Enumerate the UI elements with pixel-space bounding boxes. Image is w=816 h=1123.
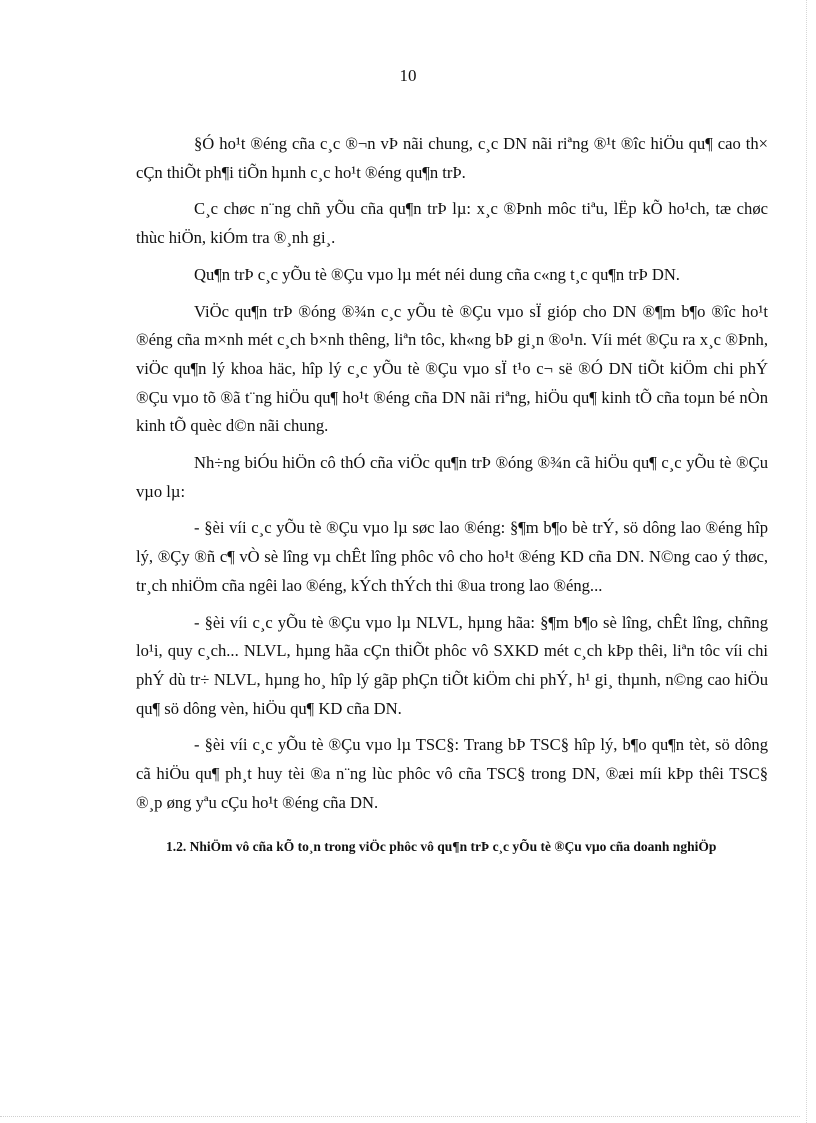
paragraph: Qu¶n trÞ c¸c yÕu tè ®Çu vµo lµ mét néi dung cña c«ng t¸c qu¶n trÞ DN. [194, 264, 680, 284]
section-heading: 1.2. NhiÖm vô cña kÕ to¸n trong viÖc phôc vô qu¶n trÞ c¸c yÕu tè ®Çu vµo cña doanh nghiÖp [166, 839, 717, 855]
bullet-paragraph-fixed-assets: - §èi víi c¸c yÕu tè ®Çu vµo lµ TSC§: Trang bÞ TSC§ hîp lý, b¶o qu¶n tèt, sö dông cã hiÖu qu¶ ph¸t huy tèi ®a n¨ng lùc phôc vô cña TSC§ trong DN, ®æi míi kÞp thêi TSC§ ®¸p øng yªu cÇu ho¹t ®éng cña DN. [136, 735, 768, 812]
bullet-paragraph-materials: - §èi víi c¸c yÕu tè ®Çu vµo lµ NLVL, hµng hãa: §¶m b¶o sè lîng, chÊt lîng, chñng lo¹i, quy c¸ch... NLVL, hµng hãa cÇn thiÕt phôc vô SXKD mét c¸ch kÞp thêi, liªn tôc víi chi phÝ dù tr÷ NLVL, hµng ho¸ hîp lý gãp phÇn tiÕt kiÖm chi phÝ, h¹ gi¸ thµnh, n©ng cao hiÖu qu¶ sö dông vèn, hiÖu qu¶ KD cña DN. [136, 612, 768, 718]
paragraph: §Ó ho¹t ®éng cña c¸c ®¬n vÞ nãi chung, c¸c DN nãi riªng ®¹t ®îc hiÖu qu¶ cao th× cÇn thiÕt ph¶i tiÕn hµnh c¸c ho¹t ®éng qu¶n trÞ. [136, 134, 768, 182]
bullet-paragraph-labor: - §èi víi c¸c yÕu tè ®Çu vµo lµ søc lao ®éng: §¶m b¶o bè trÝ, sö dông lao ®éng hîp lý, ®Çy ®ñ c¶ vÒ sè lîng vµ chÊt lîng phôc vô cho ho¹t ®éng KD cña DN. N©ng cao ý thøc, tr¸ch nhiÖm cña ngêi lao ®éng, kÝch thÝch thi ®ua trong lao ®éng... [136, 518, 768, 595]
document-body [136, 130, 768, 862]
page-number: 10 [399, 66, 417, 85]
page-bottom-divider [0, 1116, 800, 1117]
paragraph: C¸c chøc n¨ng chñ yÕu cña qu¶n trÞ lµ: x¸c ®Þnh môc tiªu, lËp kÕ ho¹ch, tæ chøc thùc hiÖn, kiÓm tra ®¸nh gi¸. [136, 199, 768, 248]
paragraph: ViÖc qu¶n trÞ ®óng ®¾n c¸c yÕu tè ®Çu vµo sÏ gióp cho DN ®¶m b¶o ®îc ho¹t ®éng cña m×nh mét c¸ch b×nh thêng, liªn tôc, kh«ng bÞ gi¸n ®o¹n. Víi mét ®Çu ra x¸c ®Þnh, viÖc qu¶n lý khoa häc, hîp lý c¸c yÕu tè ®Çu vµo sÏ t¹o c¬ së ®Ó DN tiÕt kiÖm chi phÝ ®Çu vµo tõ ®ã t¨ng hiÖu qu¶ ho¹t ®éng cña DN nãi riªng, hiÖu qu¶ kinh tÕ cña toµn bé nÒn kinh tÕ quèc d©n nãi chung. [136, 301, 768, 436]
paragraph: Nh÷ng biÓu hiÖn cô thÓ cña viÖc qu¶n trÞ ®óng ®¾n cã hiÖu qu¶ c¸c yÕu tè ®Çu vµo lµ: [136, 453, 768, 501]
page-right-divider [806, 0, 807, 1123]
